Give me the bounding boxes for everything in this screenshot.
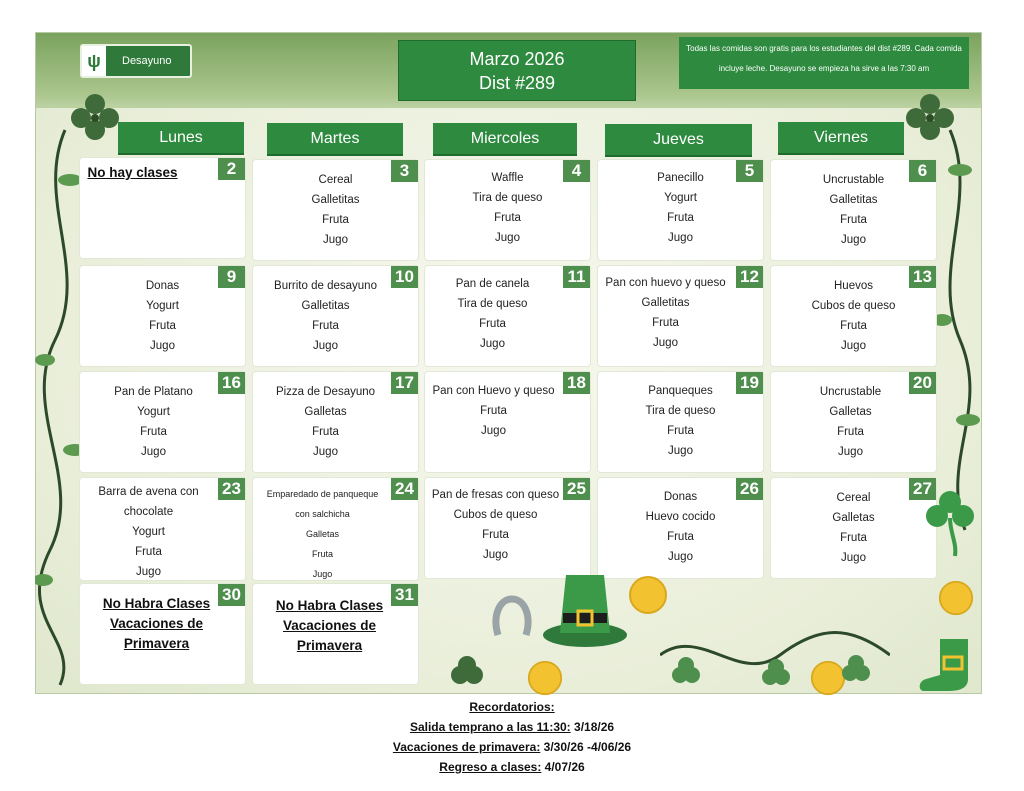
day-cell — [598, 478, 763, 578]
day-cell — [425, 266, 590, 366]
horseshoe-icon — [490, 595, 534, 639]
date-number: 4 — [563, 160, 590, 182]
menu-item: Fruta — [837, 426, 864, 438]
menu-item: Pan con Huevo y queso — [432, 385, 555, 397]
menu-item: Fruta — [840, 320, 867, 332]
date-number: 9 — [218, 266, 245, 288]
menu-item: Galletitas — [311, 194, 360, 206]
menu-item: Fruta — [667, 531, 694, 543]
fork-icon: ψ — [82, 46, 106, 76]
closed-notice: No Habra Clases Vacaciones de Primavera — [102, 596, 211, 651]
menu-items — [771, 382, 930, 462]
clover-decoration-icon — [440, 655, 500, 695]
menu-item: Cubos de queso — [811, 300, 896, 312]
menu-item: Galletas — [832, 512, 875, 524]
menu-item: Jugo — [312, 569, 333, 579]
menu-items — [80, 276, 245, 356]
menu-items — [253, 170, 418, 250]
menu-item: Jugo — [481, 425, 506, 437]
menu-item: Waffle — [491, 172, 524, 184]
day-header-viernes: Viernes — [778, 122, 904, 155]
date-number: 31 — [391, 584, 418, 606]
menu-item: Tira de queso — [645, 405, 716, 417]
menu-item: Donas — [663, 491, 698, 503]
menu-item: Fruta — [140, 426, 167, 438]
day-cell — [598, 372, 763, 472]
menu-item: Cereal — [318, 174, 353, 186]
menu-item: Panecillo — [657, 172, 704, 184]
date-number: 5 — [736, 160, 763, 182]
menu-item: Tira de queso — [457, 298, 528, 310]
menu-items — [598, 487, 763, 567]
menu-items — [80, 482, 217, 582]
day-cell — [598, 266, 763, 366]
day-header-miercoles: Miercoles — [433, 123, 577, 156]
reminder-value: 4/07/26 — [541, 760, 585, 774]
day-header-martes: Martes — [267, 123, 403, 156]
day-header-lunes: Lunes — [118, 122, 244, 155]
menu-item: Jugo — [141, 446, 166, 458]
date-number: 16 — [218, 372, 245, 394]
menu-item: Fruta — [149, 320, 176, 332]
menu-item: Jugo — [841, 552, 866, 564]
reminders-title: Recordatorios: — [469, 700, 555, 714]
date-number: 2 — [218, 158, 245, 180]
day-cell — [425, 372, 590, 472]
reminder-label: Vacaciones de primavera: — [392, 740, 541, 754]
day-cell — [80, 478, 245, 580]
menu-item: Jugo — [653, 337, 678, 349]
menu-item: Jugo — [480, 338, 505, 350]
menu-items — [771, 488, 936, 568]
menu-item: Panqueques — [648, 385, 713, 397]
day-cell — [80, 372, 245, 472]
menu-item: Galletitas — [829, 194, 878, 206]
menu-item: Jugo — [313, 340, 338, 352]
menu-item: Fruta — [312, 426, 339, 438]
reminder-value: 3/30/26 -4/06/26 — [540, 740, 632, 754]
day-cell — [771, 266, 936, 366]
menu-items — [771, 276, 936, 356]
meal-info-note: Todas las comidas son gratis para los estudiantes del dist #289. Cada comida incluye leche. Desayuno se empieza ha sirve a las 7:30 am — [679, 37, 969, 89]
date-number: 23 — [218, 478, 245, 500]
reminder-label: Regreso a clases: — [439, 760, 542, 774]
gold-coin-icon — [628, 575, 668, 615]
menu-item: Jugo — [668, 445, 693, 457]
menu-item: Pan de Platano — [114, 386, 193, 398]
menu-item: Yogurt — [146, 300, 179, 312]
leprechaun-hat-icon — [540, 565, 630, 650]
menu-item: Huevo cocido — [645, 511, 716, 523]
menu-item: Fruta — [840, 214, 867, 226]
menu-item: Pan con huevo y queso — [605, 277, 726, 289]
reminder-line — [0, 737, 1024, 757]
menu-item: Pizza de Desayuno — [275, 386, 376, 398]
menu-item: Emparedado de panqueque — [266, 489, 379, 499]
menu-item: Jugo — [495, 232, 520, 244]
date-number: 17 — [391, 372, 418, 394]
day-cell — [598, 160, 763, 260]
menu-item: Fruta — [135, 546, 162, 558]
day-cell — [253, 372, 418, 472]
menu-item: Fruta — [480, 405, 507, 417]
menu-item: con salchicha — [295, 509, 350, 519]
date-number: 11 — [563, 266, 590, 288]
date-number: 27 — [909, 478, 936, 500]
menu-item: Jugo — [313, 446, 338, 458]
date-number: 18 — [563, 372, 590, 394]
menu-item: Galletas — [304, 406, 347, 418]
date-number: 12 — [736, 266, 763, 288]
leprechaun-boot-icon — [918, 635, 978, 695]
menu-item: Jugo — [323, 234, 348, 246]
menu-item: Jugo — [483, 549, 508, 561]
menu-item: Jugo — [668, 232, 693, 244]
menu-items — [425, 168, 590, 248]
menu-item: Jugo — [841, 234, 866, 246]
menu-item: Fruta — [667, 425, 694, 437]
day-cell — [253, 266, 418, 366]
menu-item: Fruta — [840, 532, 867, 544]
menu-item: Fruta — [322, 214, 349, 226]
day-cell — [253, 478, 418, 580]
menu-item: Fruta — [652, 317, 679, 329]
district-title: Dist #289 — [478, 72, 556, 93]
menu-items — [425, 485, 566, 565]
menu-item: Fruta — [494, 212, 521, 224]
date-number: 10 — [391, 266, 418, 288]
menu-items — [253, 484, 392, 584]
menu-item: Jugo — [150, 340, 175, 352]
vine-right-decoration — [930, 120, 980, 540]
menu-items — [598, 381, 763, 461]
day-cell — [253, 584, 418, 684]
menu-item: Barra de avena con — [98, 486, 199, 498]
reminder-line — [0, 757, 1024, 777]
date-number: 19 — [736, 372, 763, 394]
date-number: 30 — [218, 584, 245, 606]
menu-items — [598, 168, 763, 248]
menu-item: Cubos de queso — [453, 509, 538, 521]
menu-item: Uncrustable — [822, 174, 885, 186]
day-cell — [253, 160, 418, 260]
menu-item: Huevos — [834, 280, 873, 292]
date-number: 26 — [736, 478, 763, 500]
date-number: 6 — [909, 160, 936, 182]
menu-item: Galletas — [829, 406, 872, 418]
menu-item: Fruta — [667, 212, 694, 224]
menu-items — [425, 381, 562, 441]
menu-items — [425, 274, 560, 354]
clover-decoration-icon — [660, 615, 890, 700]
date-number: 24 — [391, 478, 418, 500]
day-cell — [771, 372, 936, 472]
day-cell — [425, 478, 590, 578]
menu-item: Fruta — [482, 529, 509, 541]
menu-item: Jugo — [668, 551, 693, 563]
reminder-label: Salida temprano a las 11:30: — [409, 720, 571, 734]
menu-item: Uncrustable — [819, 386, 882, 398]
menu-item: Pan de fresas con queso — [431, 489, 560, 501]
date-number: 20 — [909, 372, 936, 394]
menu-item: chocolate — [123, 506, 174, 518]
menu-item: Burrito de desayuno — [274, 280, 377, 292]
menu-item: Galletas — [305, 529, 340, 539]
menu-items — [598, 273, 733, 353]
date-number: 3 — [391, 160, 418, 182]
menu-item: Tira de queso — [472, 192, 543, 204]
menu-items — [771, 170, 936, 250]
day-cell — [80, 584, 245, 684]
meal-type-badge — [80, 44, 192, 78]
day-cell — [80, 158, 245, 258]
menu-item: Yogurt — [132, 526, 165, 538]
month-title: Marzo 2026 — [469, 48, 565, 69]
menu-item: Fruta — [479, 318, 506, 330]
menu-item: Fruta — [312, 320, 339, 332]
date-number: 25 — [563, 478, 590, 500]
menu-items — [253, 382, 398, 462]
shamrock-icon — [925, 488, 975, 558]
gold-coin-icon — [938, 580, 974, 616]
menu-item: Galletitas — [301, 300, 350, 312]
closed-notice: No Habra Clases Vacaciones de Primavera — [275, 598, 384, 653]
menu-items — [253, 276, 398, 356]
date-number: 13 — [909, 266, 936, 288]
gold-coin-icon — [527, 660, 563, 696]
menu-item: Galletitas — [641, 297, 690, 309]
day-cell — [425, 160, 590, 260]
menu-item: Jugo — [838, 446, 863, 458]
menu-item: Yogurt — [137, 406, 170, 418]
closed-notice: No hay clases — [87, 165, 178, 180]
day-cell — [771, 160, 936, 260]
menu-item: Jugo — [136, 566, 161, 578]
menu-item: Fruta — [311, 549, 333, 559]
calendar-title — [398, 40, 636, 101]
reminder-line — [0, 717, 1024, 737]
day-cell — [80, 266, 245, 366]
meal-type-label: Desayuno — [122, 55, 172, 67]
day-header-jueves: Jueves — [605, 124, 752, 157]
reminder-value: 3/18/26 — [570, 720, 615, 734]
day-cell — [771, 478, 936, 578]
menu-item: Donas — [145, 280, 180, 292]
reminders-section — [0, 697, 1024, 777]
menu-item: Pan de canela — [455, 278, 530, 290]
menu-item: Jugo — [841, 340, 866, 352]
menu-items — [80, 382, 227, 462]
menu-item: Cereal — [836, 492, 871, 504]
menu-item: Yogurt — [664, 192, 697, 204]
